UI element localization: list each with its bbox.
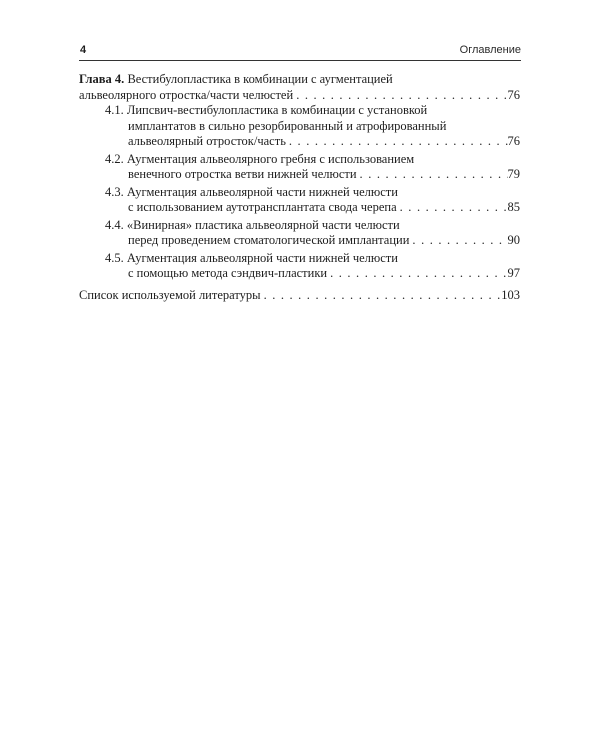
section-title-line: перед проведением стоматологической имплантации — [128, 233, 410, 247]
table-of-contents — [79, 72, 520, 303]
toc-section-4-4[interactable] — [79, 218, 520, 249]
section-number: 4.5. — [105, 250, 124, 265]
dot-leader — [409, 233, 507, 249]
references-label: Список используемой литературы — [79, 287, 261, 302]
chapter-label: Глава 4. — [79, 72, 125, 86]
section-number: 4.4. — [105, 217, 124, 232]
section-title-line: Аугментация альвеолярной части нижней челюсти — [126, 250, 398, 265]
toc-references[interactable] — [79, 288, 520, 304]
chapter-title-line: Вестибулопластика в комбинации с аугментацией — [127, 72, 393, 86]
page-ref: 76 — [507, 87, 520, 102]
dot-leader — [261, 288, 502, 304]
toc-chapter-4[interactable] — [79, 72, 520, 103]
section-title-line: Аугментация альвеолярной части нижней челюсти — [126, 184, 398, 199]
page-ref: 103 — [501, 287, 520, 302]
page-ref: 97 — [507, 266, 520, 280]
dot-leader — [327, 266, 507, 282]
page-ref: 79 — [507, 167, 520, 181]
page-ref: 76 — [507, 134, 520, 148]
section-number: 4.3. — [105, 184, 124, 199]
dot-leader — [293, 88, 507, 104]
toc-section-4-1[interactable] — [79, 103, 520, 150]
page-header — [79, 41, 521, 61]
section-number: 4.2. — [105, 151, 124, 166]
toc-section-4-3[interactable] — [79, 185, 520, 216]
section-title-line: «Винирная» пластика альвеолярной части челюсти — [126, 217, 400, 232]
chapter-title-line: альвеолярного отростка/части челюстей — [79, 87, 294, 102]
section-title-line: с использованием аутотрансплантата свода черепа — [128, 200, 397, 214]
section-title-line: имплантатов в сильно резорбированный и атрофированный — [128, 118, 447, 133]
toc-section-4-5[interactable] — [79, 251, 520, 282]
section-title-line: альвеолярный отросток/часть — [128, 134, 286, 148]
page-ref: 85 — [507, 200, 520, 214]
section-title-line: Аугментация альвеолярного гребня с использованием — [126, 151, 415, 166]
page-number: 4 — [80, 44, 87, 56]
running-title: Оглавление — [459, 44, 521, 56]
section-title-line: Липсвич-вестибулопластика в комбинации с установкой — [126, 103, 428, 117]
dot-leader — [357, 167, 508, 183]
section-number: 4.1. — [105, 103, 124, 117]
header-rule — [79, 60, 521, 61]
section-title-line: венечного отростка ветви нижней челюсти — [128, 167, 357, 181]
page-ref: 90 — [507, 233, 520, 247]
dot-leader — [397, 200, 508, 216]
dot-leader — [286, 134, 508, 150]
section-title-line: с помощью метода сэндвич-пластики — [128, 266, 328, 280]
toc-section-4-2[interactable] — [79, 152, 520, 183]
